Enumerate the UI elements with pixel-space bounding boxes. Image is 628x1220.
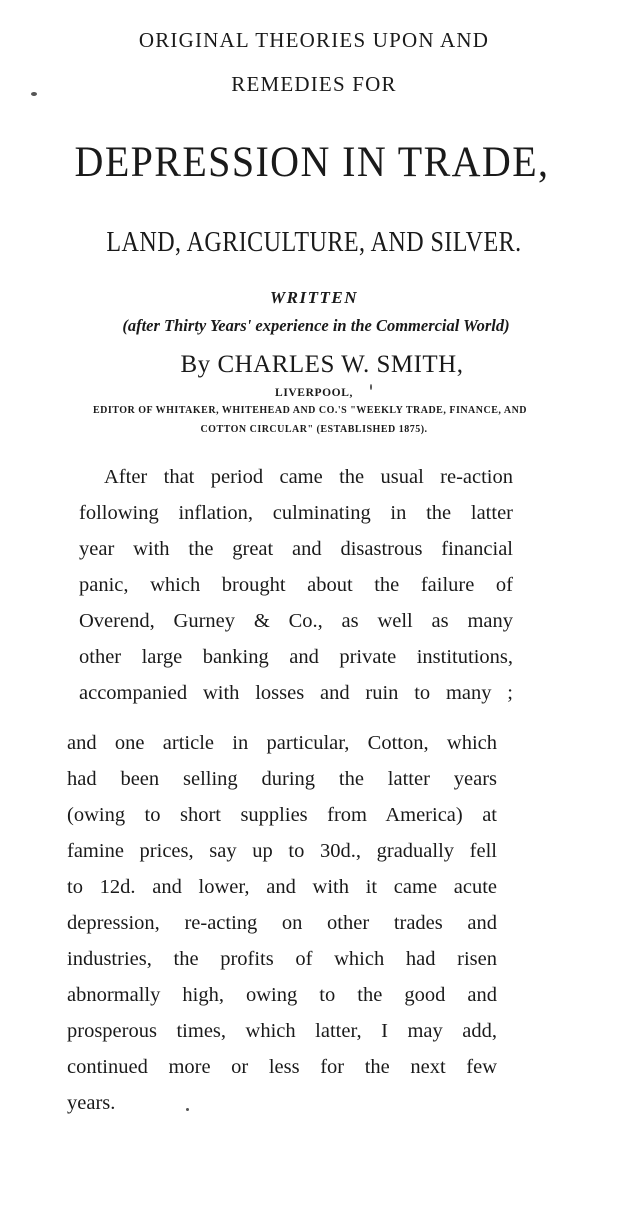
- text-line: Overend, Gurney & Co., as well as many: [79, 610, 513, 632]
- scan-speck: [370, 384, 372, 390]
- text-line: panic, which brought about the failure of: [79, 574, 513, 596]
- text-line: continued more or less for the next few: [67, 1056, 497, 1078]
- text-line: industries, the profits of which had risen: [67, 948, 497, 970]
- editor-line-1: EDITOR OF WHITAKER, WHITEHEAD AND CO.'S "WEEKLY TRADE, FINANCE, AND: [92, 405, 528, 416]
- text-line: other large banking and private institutions,: [79, 646, 513, 668]
- text-line: depression, re-acting on other trades and: [67, 912, 497, 934]
- author-prefix: By: [180, 351, 211, 378]
- text-line: (owing to short supplies from America) at: [67, 804, 497, 826]
- text-line: years.: [67, 1092, 116, 1114]
- text-line: abnormally high, owing to the good and: [67, 984, 497, 1006]
- text-line: and one article in particular, Cotton, which: [67, 732, 497, 754]
- experience-note: (after Thirty Years' experience in the Commercial World): [122, 316, 510, 335]
- text-line: to 12d. and lower, and with it came acute: [67, 876, 497, 898]
- author-location: LIVERPOOL,: [275, 387, 353, 399]
- author-line: [8, 351, 628, 379]
- text-line: famine prices, say up to 30d., gradually fell: [67, 840, 497, 862]
- main-title: DEPRESSION IN TRADE,: [74, 139, 550, 186]
- scan-speck: [186, 1108, 189, 1111]
- scan-speck: [31, 92, 37, 96]
- author-name: CHARLES W. SMITH,: [217, 351, 464, 378]
- text-line: prosperous times, which latter, I may add,: [67, 1020, 497, 1042]
- text-line: After that period came the usual re-action: [104, 466, 513, 488]
- title-line-1: ORIGINAL THEORIES UPON AND: [138, 28, 490, 52]
- text-line: following inflation, culminating in the latter: [79, 502, 513, 524]
- text-line: accompanied with losses and ruin to many ;: [79, 682, 513, 704]
- editor-line-2: COTTON CIRCULAR" (ESTABLISHED 1875).: [200, 424, 428, 435]
- subtitle: LAND, AGRICULTURE, AND SILVER.: [106, 227, 522, 258]
- title-line-2: REMEDIES FOR: [231, 72, 397, 96]
- text-line: year with the great and disastrous financial: [79, 538, 513, 560]
- written-label: WRITTEN: [270, 288, 358, 307]
- text-line: had been selling during the latter years: [67, 768, 497, 790]
